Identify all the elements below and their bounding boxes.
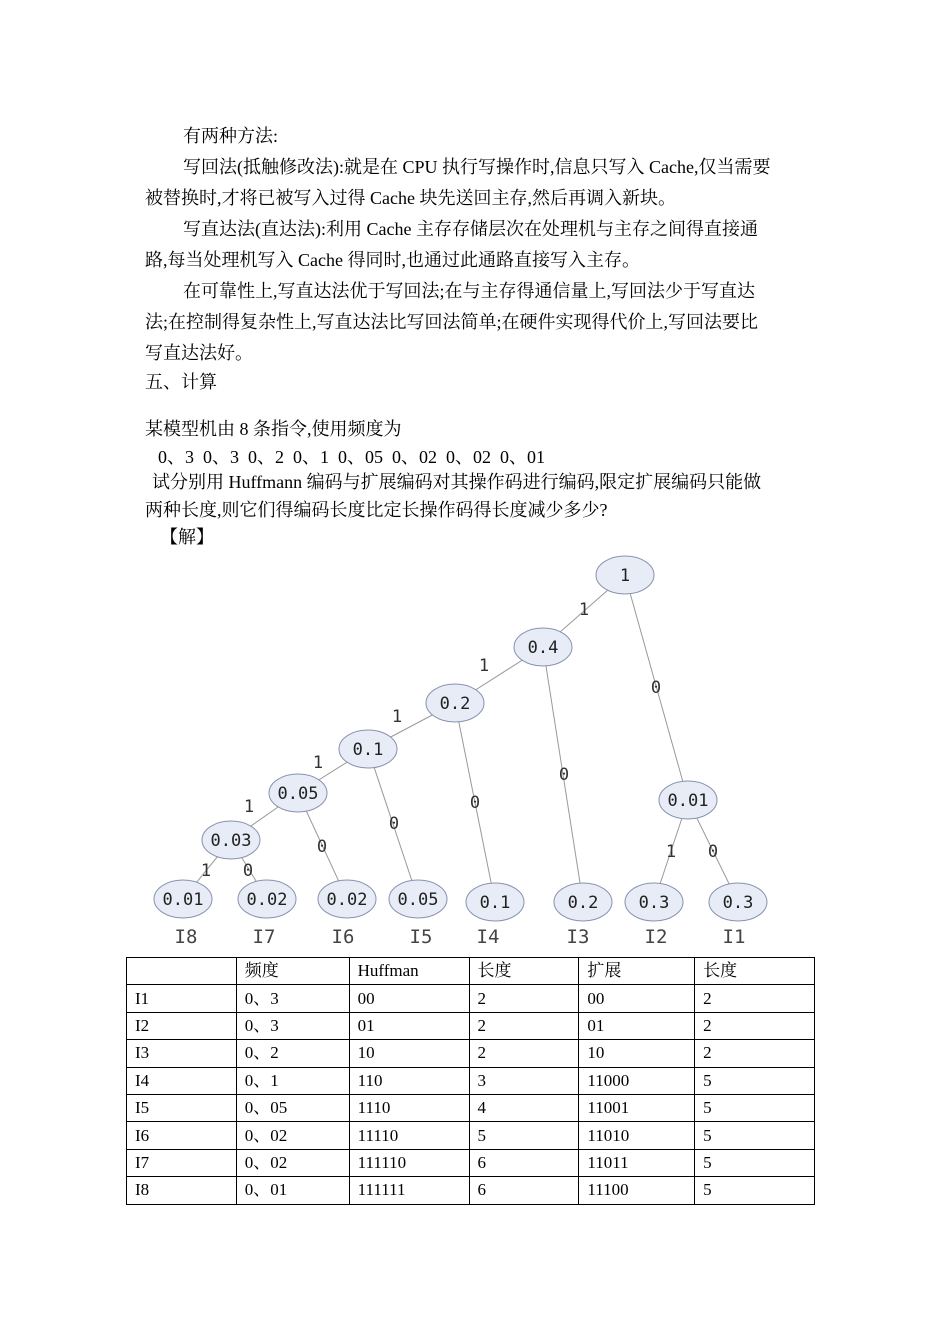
table-cell: 10	[349, 1040, 469, 1067]
encoding-table	[126, 957, 815, 1205]
table-cell: 0、1	[236, 1067, 349, 1094]
table-cell: 2	[695, 1012, 815, 1039]
table-cell: 2	[469, 1040, 579, 1067]
edge-label: 0	[650, 678, 662, 698]
table-cell: 0、02	[236, 1122, 349, 1149]
node-label: 0.4	[527, 638, 559, 658]
paragraph-write-back-line1: 写回法(抵触修改法):就是在 CPU 执行写操作时,信息只写入 Cache,仅当需要	[183, 157, 771, 177]
node-label: 0.05	[277, 784, 319, 804]
table-cell: 5	[695, 1067, 815, 1094]
leaf-label: I7	[252, 926, 276, 948]
table-header-cell	[127, 958, 237, 985]
table-cell: 10	[579, 1040, 695, 1067]
table-cell: 2	[469, 1012, 579, 1039]
table-cell: 11000	[579, 1067, 695, 1094]
table-cell: 5	[695, 1094, 815, 1121]
table-row	[127, 1122, 815, 1149]
tree-edges	[183, 575, 738, 902]
table-cell: 111111	[349, 1177, 469, 1204]
table-row	[127, 1177, 815, 1204]
question-line3: 试分别用 Huffmann 编码与扩展编码对其操作码进行编码,限定扩展编码只能做	[152, 472, 762, 492]
edge-label: 1	[665, 842, 677, 862]
table-cell: I7	[127, 1149, 237, 1176]
table-header-row	[127, 958, 815, 985]
table-cell: I8	[127, 1177, 237, 1204]
table-cell: 11010	[579, 1122, 695, 1149]
edge-label: 1	[478, 656, 490, 676]
table-row	[127, 985, 815, 1012]
node-label: 0.3	[722, 893, 754, 913]
table-row	[127, 1012, 815, 1039]
table-cell: I4	[127, 1067, 237, 1094]
edge-label: 0	[388, 814, 400, 834]
node-label: 0.02	[326, 890, 368, 910]
table-cell: 0、02	[236, 1149, 349, 1176]
table-cell: 111110	[349, 1149, 469, 1176]
table-cell: I1	[127, 985, 237, 1012]
table-header-cell: 扩展	[579, 958, 695, 985]
node-label: 0.3	[638, 893, 670, 913]
table-cell: 0、3	[236, 1012, 349, 1039]
table-cell: 4	[469, 1094, 579, 1121]
table-row	[127, 1149, 815, 1176]
node-label: 0.2	[439, 694, 471, 714]
section-heading: 五、计算	[145, 372, 217, 392]
frequency-list: 0、3 0、3 0、2 0、1 0、05 0、02 0、02 0、01	[158, 447, 545, 467]
table-cell: 110	[349, 1067, 469, 1094]
edge-label: 1	[243, 797, 255, 817]
table-cell: I3	[127, 1040, 237, 1067]
paragraph-write-through-line1: 写直达法(直达法):利用 Cache 主存存储层次在处理机与主存之间得直接通	[183, 219, 758, 239]
edge-labels	[201, 600, 718, 881]
question-line1: 某模型机由 8 条指令,使用频度为	[145, 419, 402, 439]
table-cell: 2	[695, 1040, 815, 1067]
table-cell: 0、2	[236, 1040, 349, 1067]
node-label: 0.05	[397, 890, 439, 910]
table-cell: 0、3	[236, 985, 349, 1012]
table-cell: I2	[127, 1012, 237, 1039]
paragraph-comparison-line2: 法;在控制得复杂性上,写直达法比写回法简单;在硬件实现得代价上,写回法要比	[145, 312, 758, 332]
node-label: 0.01	[667, 791, 709, 811]
paragraph-write-back-line2: 被替换时,才将已被写入过得 Cache 块先送回主存,然后再调入新块。	[145, 188, 676, 208]
leaf-label: I4	[476, 926, 500, 948]
table-row	[127, 1040, 815, 1067]
table-header-cell: 长度	[469, 958, 579, 985]
table-header-cell: 长度	[695, 958, 815, 985]
table-cell: 00	[349, 985, 469, 1012]
table-cell: 3	[469, 1067, 579, 1094]
edge-label: 0	[316, 837, 328, 857]
node-label: 0.2	[567, 893, 599, 913]
paragraph-write-through-line2: 路,每当处理机写入 Cache 得同时,也通过此通路直接写入主存。	[145, 250, 640, 270]
leaf-label: I2	[644, 926, 668, 948]
table-cell: 01	[349, 1012, 469, 1039]
table-cell: 1110	[349, 1094, 469, 1121]
table-cell: 11001	[579, 1094, 695, 1121]
table-cell: 0、05	[236, 1094, 349, 1121]
solution-label: 【解】	[160, 527, 214, 547]
node-label: 0.03	[210, 831, 252, 851]
table-cell: 6	[469, 1177, 579, 1204]
paragraph-methods-intro: 有两种方法:	[183, 126, 279, 146]
edge-label: 1	[578, 600, 590, 620]
table-cell: 0、01	[236, 1177, 349, 1204]
table-cell: 5	[695, 1177, 815, 1204]
leaf-label: I1	[722, 926, 746, 948]
edge-label: 0	[558, 765, 570, 785]
table-cell: 2	[469, 985, 579, 1012]
table-cell: 11110	[349, 1122, 469, 1149]
node-label: 0.1	[479, 893, 511, 913]
edge-label: 1	[200, 861, 212, 881]
node-label: 0.01	[162, 890, 204, 910]
node-label: 0.02	[246, 890, 288, 910]
node-label: 1	[619, 566, 631, 586]
table-cell: 2	[695, 985, 815, 1012]
leaf-label: I3	[566, 926, 590, 948]
table-cell: I6	[127, 1122, 237, 1149]
edge-label: 0	[242, 861, 254, 881]
table-cell: I5	[127, 1094, 237, 1121]
table-header-cell: 频度	[236, 958, 349, 985]
edge-label: 0	[469, 793, 481, 813]
table-row	[127, 1067, 815, 1094]
table-row	[127, 1094, 815, 1121]
table-cell: 11011	[579, 1149, 695, 1176]
table-cell: 6	[469, 1149, 579, 1176]
edge-label: 0	[707, 842, 719, 862]
leaf-label: I6	[331, 926, 355, 948]
question-line4: 两种长度,则它们得编码长度比定长操作码得长度减少多少?	[145, 500, 608, 520]
paragraph-comparison-line3: 写直达法好。	[145, 343, 253, 363]
leaf-instruction-labels	[175, 926, 746, 948]
leaf-label: I8	[174, 926, 198, 948]
table-cell: 01	[579, 1012, 695, 1039]
node-label: 0.1	[352, 740, 384, 760]
leaf-label: I5	[409, 926, 433, 948]
edge-label: 1	[312, 753, 324, 773]
table-header-cell: Huffman	[349, 958, 469, 985]
edge-label: 1	[391, 707, 403, 727]
paragraph-comparison-line1: 在可靠性上,写直达法优于写回法;在与主存得通信量上,写回法少于写直达	[183, 281, 755, 301]
table-cell: 5	[469, 1122, 579, 1149]
table-cell: 5	[695, 1149, 815, 1176]
table-cell: 5	[695, 1122, 815, 1149]
table-cell: 00	[579, 985, 695, 1012]
table-cell: 11100	[579, 1177, 695, 1204]
